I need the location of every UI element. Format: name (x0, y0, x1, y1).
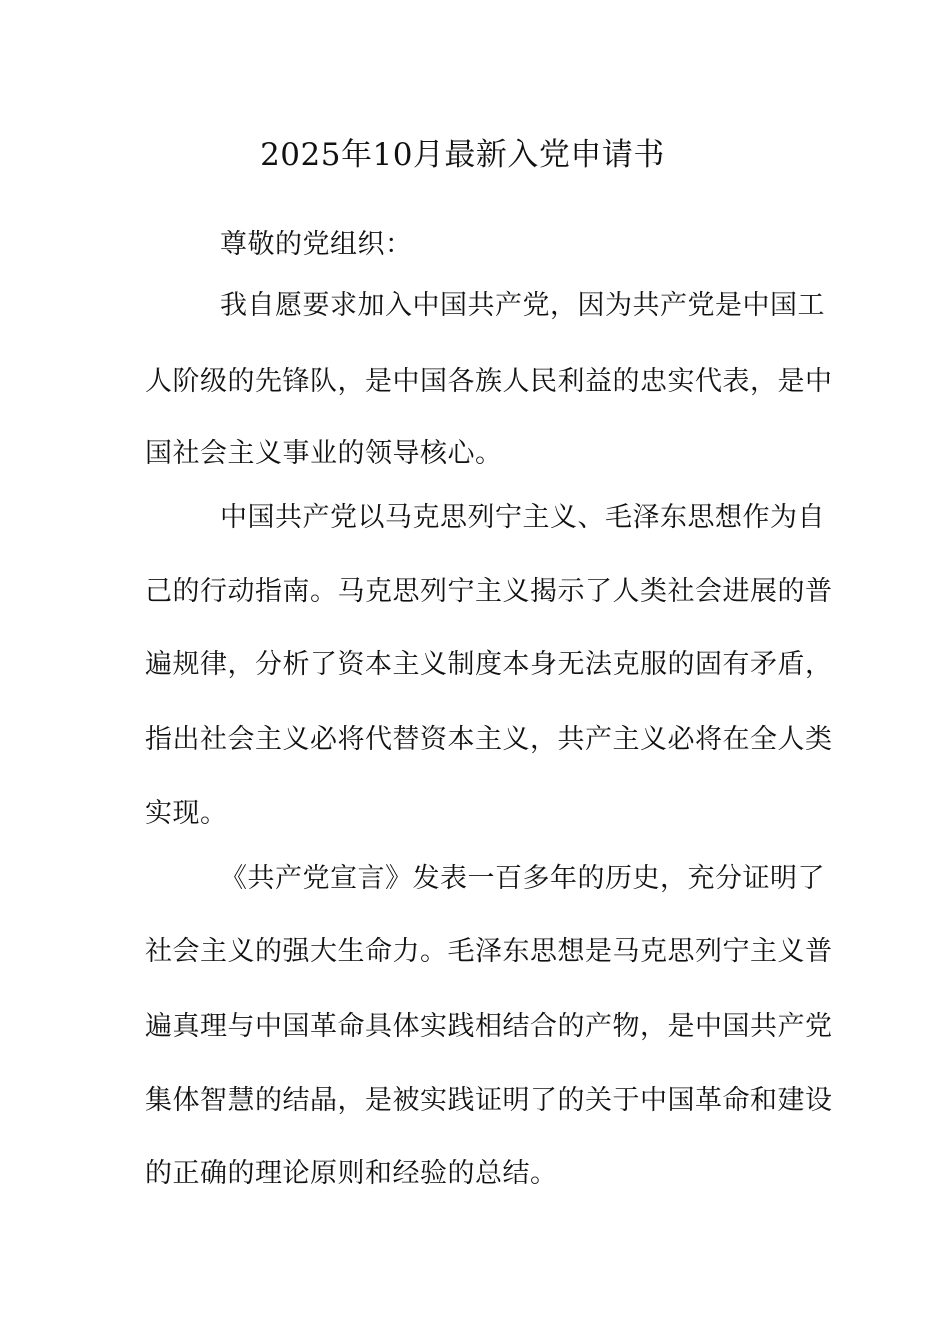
paragraph-3-line-4: 集体智慧的结晶，是被实践证明了的关于中国革命和建设 (145, 1085, 833, 1116)
paragraph-2-line-4: 指出社会主义必将代替资本主义，共产主义必将在全人类 (145, 724, 833, 755)
paragraph-1-line-3: 国社会主义事业的领导核心。 (145, 438, 503, 469)
paragraph-3-line-5: 的正确的理论原则和经验的总结。 (145, 1158, 558, 1189)
paragraph-2-line-3: 遍规律，分析了资本主义制度本身无法克服的固有矛盾， (145, 649, 833, 680)
greeting: 尊敬的党组织： (220, 229, 413, 260)
document-title: 2025年10月最新入党申请书 (260, 137, 665, 173)
paragraph-2-line-1: 中国共产党以马克思列宁主义、毛泽东思想作为自 (220, 502, 825, 533)
paragraph-2-line-5: 实现。 (145, 798, 228, 829)
paragraph-3-line-3: 遍真理与中国革命具体实践相结合的产物，是中国共产党 (145, 1011, 833, 1042)
paragraph-3-line-2: 社会主义的强大生命力。毛泽东思想是马克思列宁主义普 (145, 936, 833, 967)
paragraph-3-line-1: 《共产党宣言》发表一百多年的历史，充分证明了 (220, 863, 825, 894)
paragraph-1-line-2: 人阶级的先锋队，是中国各族人民利益的忠实代表，是中 (145, 366, 833, 397)
paragraph-1-line-1: 我自愿要求加入中国共产党，因为共产党是中国工 (220, 290, 825, 321)
paragraph-2-line-2: 己的行动指南。马克思列宁主义揭示了人类社会进展的普 (145, 576, 833, 607)
